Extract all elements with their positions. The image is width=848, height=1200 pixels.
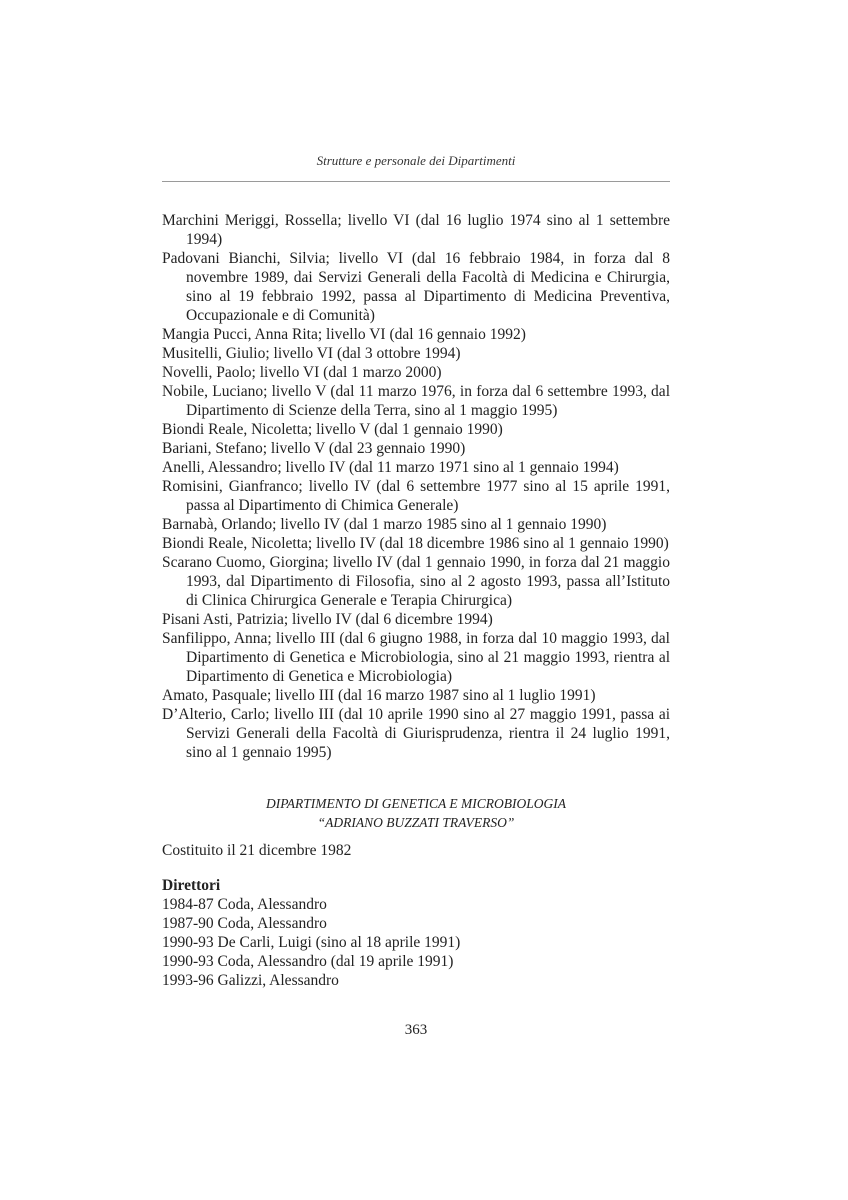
directors-list <box>162 895 670 990</box>
section-subtitle: “ADRIANO BUZZATI TRAVERSO” <box>317 815 515 830</box>
personnel-entry: Barnabà, Orlando; livello IV (dal 1 marzo 1985 sino al 1 gennaio 1990) <box>162 516 607 533</box>
directors-heading: Direttori <box>162 877 221 894</box>
running-head: Strutture e personale dei Dipartimenti <box>316 153 516 168</box>
personnel-entry: Nobile, Luciano; livello V (dal 11 marzo 1976, in forza dal 6 settembre 1993, dal Dipartimento di Scienze della Terra, sino al 1 maggio 1995) <box>162 383 670 419</box>
section-title: DIPARTIMENTO DI GENETICA E MICROBIOLOGIA <box>266 796 566 811</box>
personnel-entry: Scarano Cuomo, Giorgina; livello IV (dal 1 gennaio 1990, in forza dal 21 maggio 1993, dal Dipartimento di Filosofia, sino al 2 agosto 1993, passa all’Istituto di Clinica Chirurgica Generale e Terapia Chirurgica) <box>162 554 670 609</box>
personnel-entry: Anelli, Alessandro; livello IV (dal 11 marzo 1971 sino al 1 gennaio 1994) <box>162 459 619 476</box>
personnel-entry: Sanfilippo, Anna; livello III (dal 6 giugno 1988, in forza dal 10 maggio 1993, dal Dipartimento di Genetica e Microbiologia, sino al 21 maggio 1993, rientra al Dipartimento di Genetica e Microbiologia) <box>162 630 670 685</box>
content-column <box>162 0 670 1040</box>
personnel-entry: Mangia Pucci, Anna Rita; livello VI (dal 16 gennaio 1992) <box>162 326 526 343</box>
constituted-date: Costituito il 21 dicembre 1982 <box>162 842 352 859</box>
director-entry: 1990-93 Coda, Alessandro (dal 19 aprile 1991) <box>162 953 454 970</box>
director-entry: 1987-90 Coda, Alessandro <box>162 915 327 932</box>
personnel-entry: Biondi Reale, Nicoletta; livello IV (dal 18 dicembre 1986 sino al 1 gennaio 1990) <box>162 535 669 552</box>
department-heading <box>162 794 670 832</box>
page-number: 363 <box>404 1022 428 1038</box>
personnel-entry: Padovani Bianchi, Silvia; livello VI (dal 16 febbraio 1984, in forza dal 8 novembre 1989, dai Servizi Generali della Facoltà di Medicina e Chirurgia, sino al 19 febbraio 1992, passa al Dipartimento di Medicina Preventiva, Occupazionale e di Comunità) <box>162 250 670 324</box>
personnel-entry: Amato, Pasquale; livello III (dal 16 marzo 1987 sino al 1 luglio 1991) <box>162 687 596 704</box>
personnel-entry: Marchini Meriggi, Rossella; livello VI (dal 16 luglio 1974 sino al 1 settembre 1994) <box>162 212 670 248</box>
personnel-entry: Pisani Asti, Patrizia; livello IV (dal 6 dicembre 1994) <box>162 611 493 628</box>
director-entry: 1990-93 De Carli, Luigi (sino al 18 aprile 1991) <box>162 934 461 951</box>
personnel-list <box>162 211 670 762</box>
personnel-entry: Biondi Reale, Nicoletta; livello V (dal 1 gennaio 1990) <box>162 421 503 438</box>
personnel-entry: D’Alterio, Carlo; livello III (dal 10 aprile 1990 sino al 27 maggio 1991, passa ai Servizi Generali della Facoltà di Giurisprudenza, rientra il 24 luglio 1991, sino al 1 gennaio 1995) <box>162 706 670 761</box>
director-entry: 1993-96 Galizzi, Alessandro <box>162 972 339 989</box>
personnel-entry: Musitelli, Giulio; livello VI (dal 3 ottobre 1994) <box>162 345 461 362</box>
personnel-entry: Novelli, Paolo; livello VI (dal 1 marzo 2000) <box>162 364 442 381</box>
personnel-entry: Bariani, Stefano; livello V (dal 23 gennaio 1990) <box>162 440 466 457</box>
personnel-entry: Romisini, Gianfranco; livello IV (dal 6 settembre 1977 sino al 15 aprile 1991, passa al Dipartimento di Chimica Generale) <box>162 478 670 514</box>
header-rule <box>162 181 670 182</box>
director-entry: 1984-87 Coda, Alessandro <box>162 896 327 913</box>
